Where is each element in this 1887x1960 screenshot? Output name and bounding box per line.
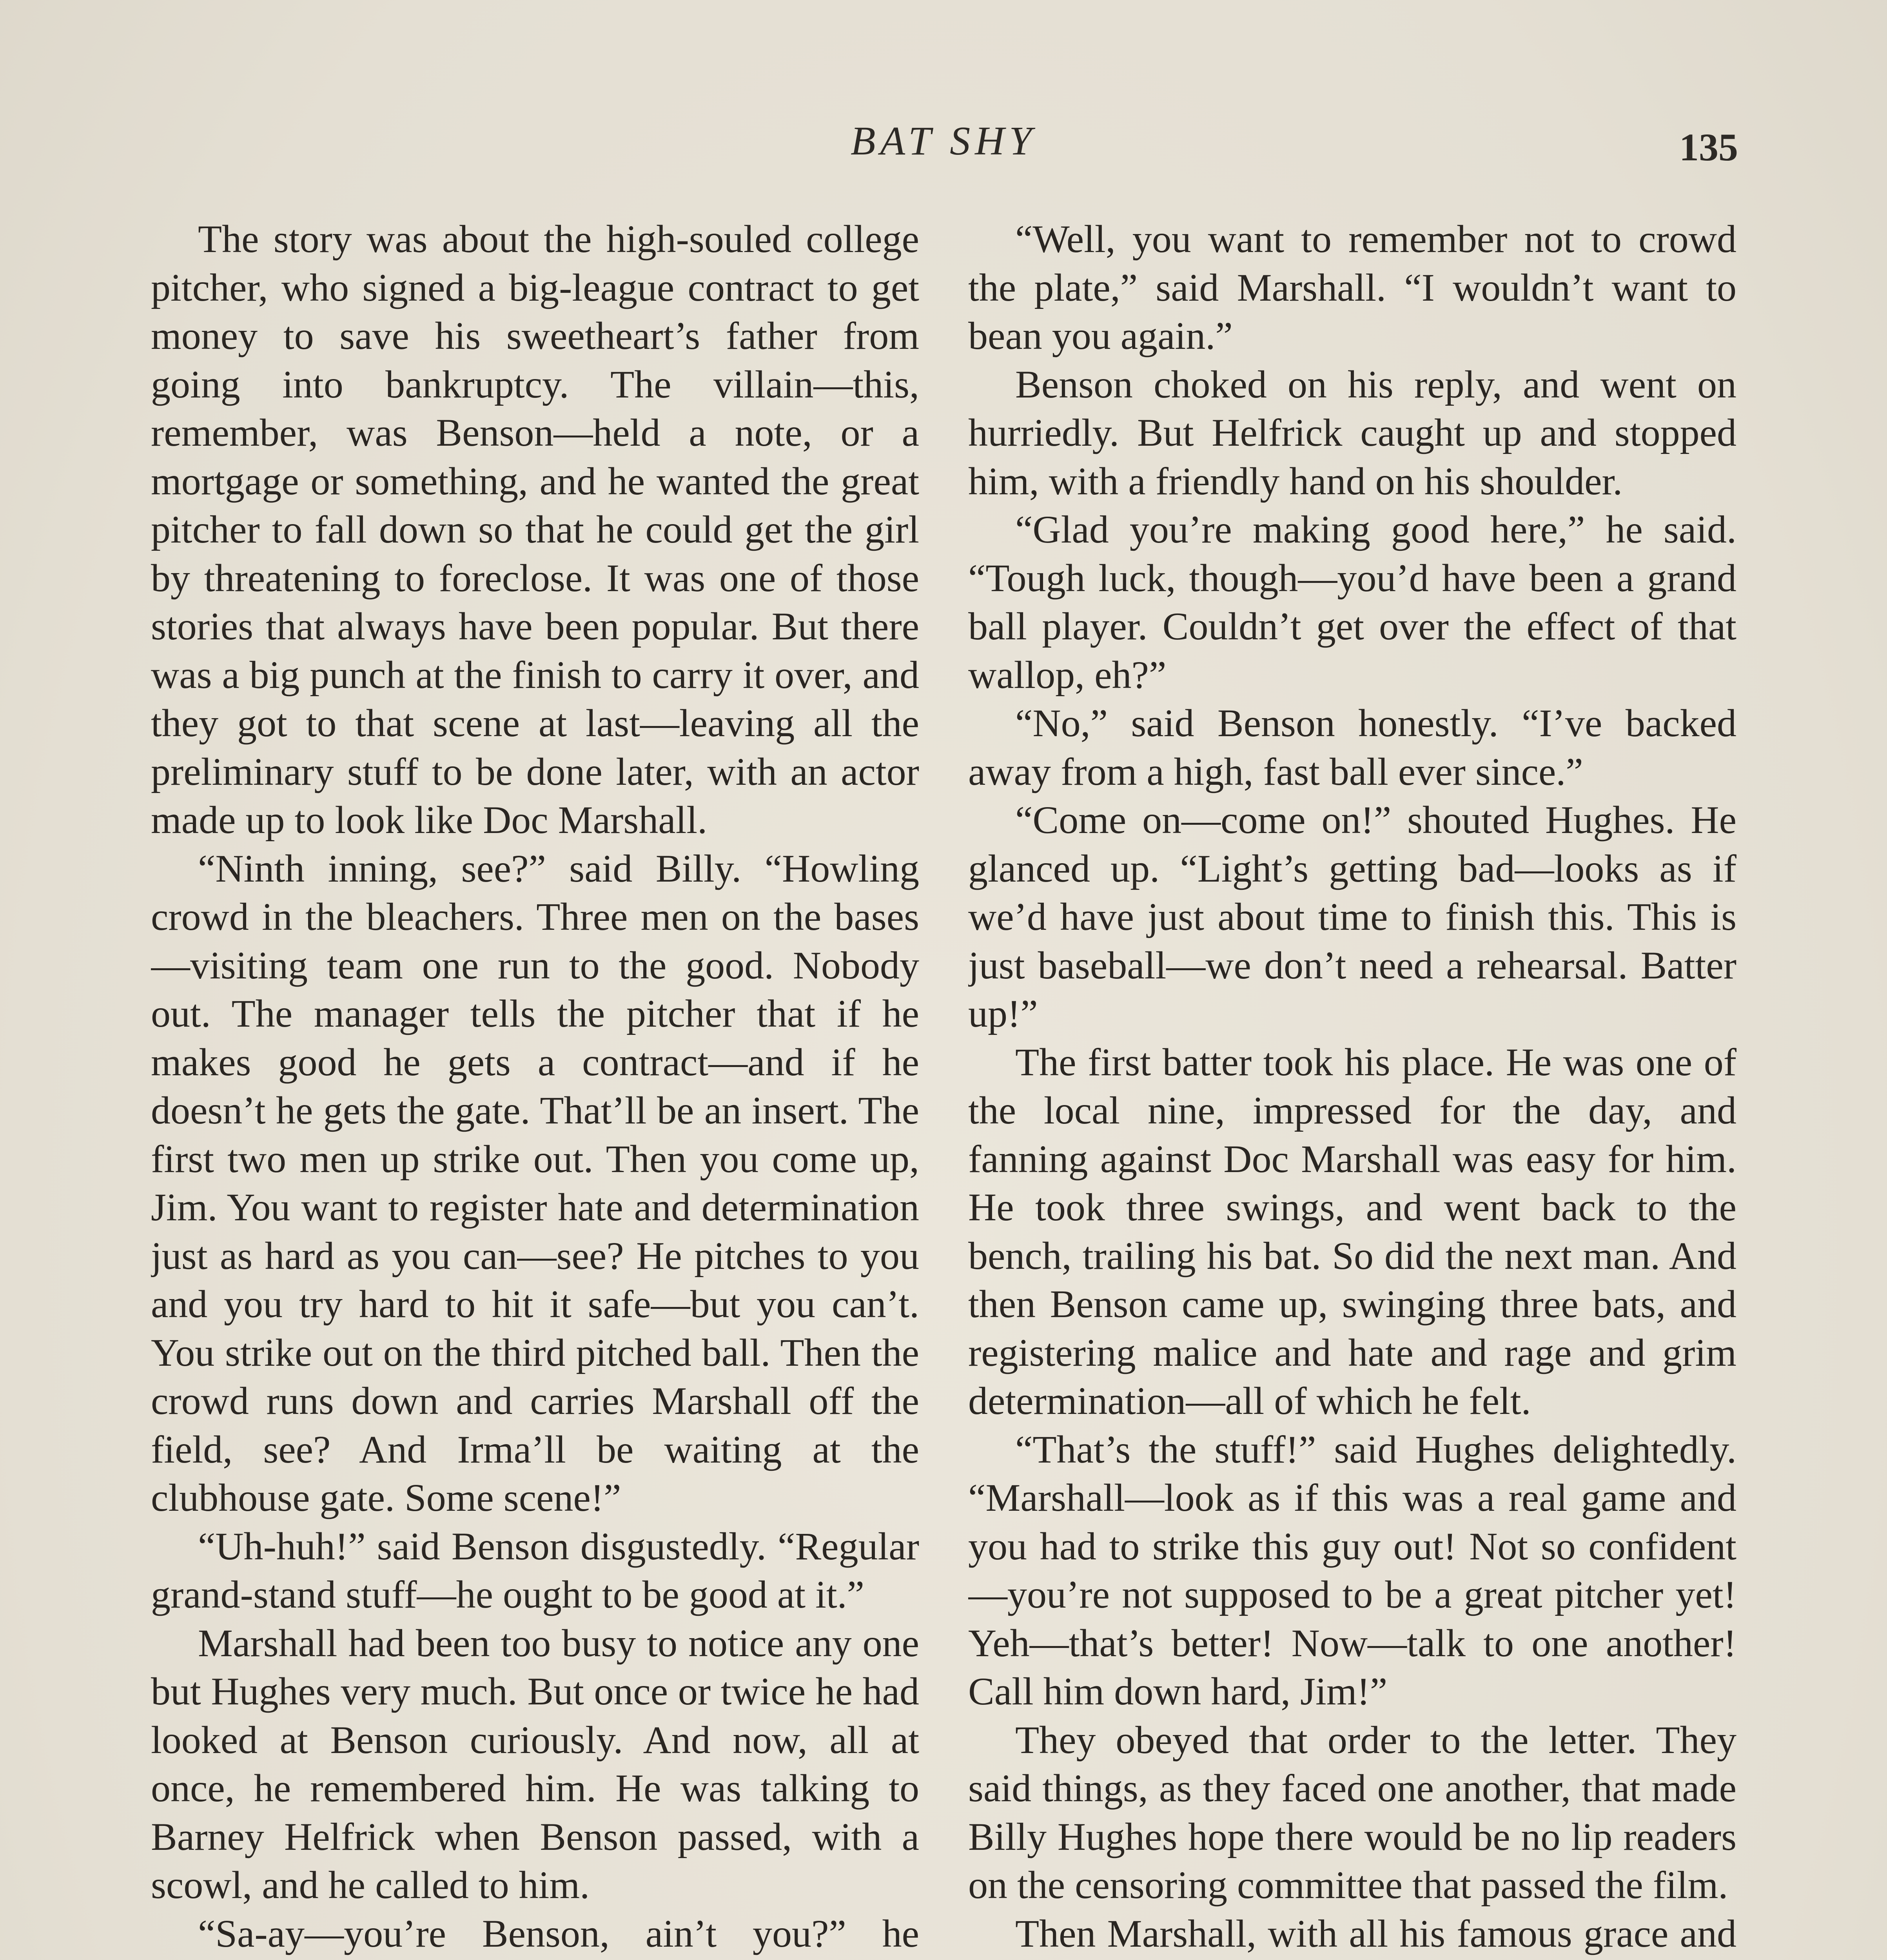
running-title: BAT SHY xyxy=(850,118,1037,163)
paragraph: The first batter took his place. He was one of the local nine, impressed for the day, and fanning against Doc Marshall was easy for him. He took three swings, and went back to the bench, trailing his bat. So did the next man. And then Benson came up, swinging three bats, and registering malice and hate and rage and grim determination—all of which he felt. xyxy=(968,1040,1736,1423)
paragraph: They obeyed that order to the letter. They said things, as they faced one another, that made Billy Hughes hope there would be no lip readers on the censoring committee that passed the film. xyxy=(968,1718,1736,1907)
left-text-column xyxy=(151,215,919,1960)
page-number: 135 xyxy=(1679,125,1738,169)
paragraph: “Well, you want to remember not to crowd the plate,” said Marshall. “I wouldn’t want to bean you again.” xyxy=(968,217,1736,358)
paragraph: “Glad you’re making good here,” he said. “Tough luck, though—you’d have been a grand ball player. Couldn’t get over the effect of that wallop, eh?” xyxy=(968,508,1736,697)
paragraph: “Uh-huh!” said Benson disgustedly. “Regular grand-stand stuff—he ought to be good at it.” xyxy=(151,1524,919,1616)
right-text-column xyxy=(968,215,1736,1960)
paragraph: The story was about the high-souled college pitcher, who signed a big-league contract to get money to save his sweetheart’s father from going into bankruptcy. The villain—this, remember, was Benson—held a note, or a mortgage or something, and he wanted the great pitcher to fall down so that he could get the girl by threatening to foreclose. It was one of those stories that always have been popular. But there was a big punch at the finish to carry it over, and they got to that scene at last—leaving all the preliminary stuff to be done later, with an actor made up to look like Doc Marshall. xyxy=(151,217,919,842)
paragraph: Then Marshall, with all his famous grace and xyxy=(1015,1911,1736,1955)
paragraph: “That’s the stuff!” said Hughes delightedly. “Marshall—look as if this was a real game and you had to strike this guy out! Not so confident—you’re not supposed to be a great pitcher yet! Yeh—that’s better! Now—talk to one another! Call him down hard, Jim!” xyxy=(968,1427,1736,1713)
paragraph: “No,” said Benson honestly. “I’ve backed away from a high, fast ball ever since.” xyxy=(968,701,1736,793)
paragraph: Benson choked on his reply, and went on hurriedly. But Helfrick caught up and stopped him, with a friendly hand on his shoulder. xyxy=(968,362,1736,503)
paragraph: “Ninth inning, see?” said Billy. “Howling crowd in the bleachers. Three men on the bases—visiting team one run to the good. Nobody out. The manager tells the pitcher that if he makes good he gets a contract—and if he doesn’t he gets the gate. That’ll be an insert. The first two men up strike out. Then you come up, Jim. You want to register hate and determination just as hard as you can—see? He pitches to you and you try hard to hit it safe—but you can’t. You strike out on the third pitched ball. Then the crowd runs down and carries Marshall off the field, see? And Irma’ll be waiting at the clubhouse gate. Some scene!” xyxy=(151,846,919,1519)
paragraph: “Sa-ay—you’re Benson, ain’t you?” he xyxy=(198,1911,919,1955)
paragraph: “Come on—come on!” shouted Hughes. He glanced up. “Light’s getting bad—looks as if we’d have just about time to finish this. This is just baseball—we don’t need a rehearsal. Batter up!” xyxy=(968,798,1736,1035)
paragraph: Marshall had been too busy to notice any one but Hughes very much. But once or twice he had looked at Benson curiously. And now, all at once, he remembered him. He was talking to Barney Helfrick when Benson passed, with a scowl, and he called to him. xyxy=(151,1621,919,1907)
